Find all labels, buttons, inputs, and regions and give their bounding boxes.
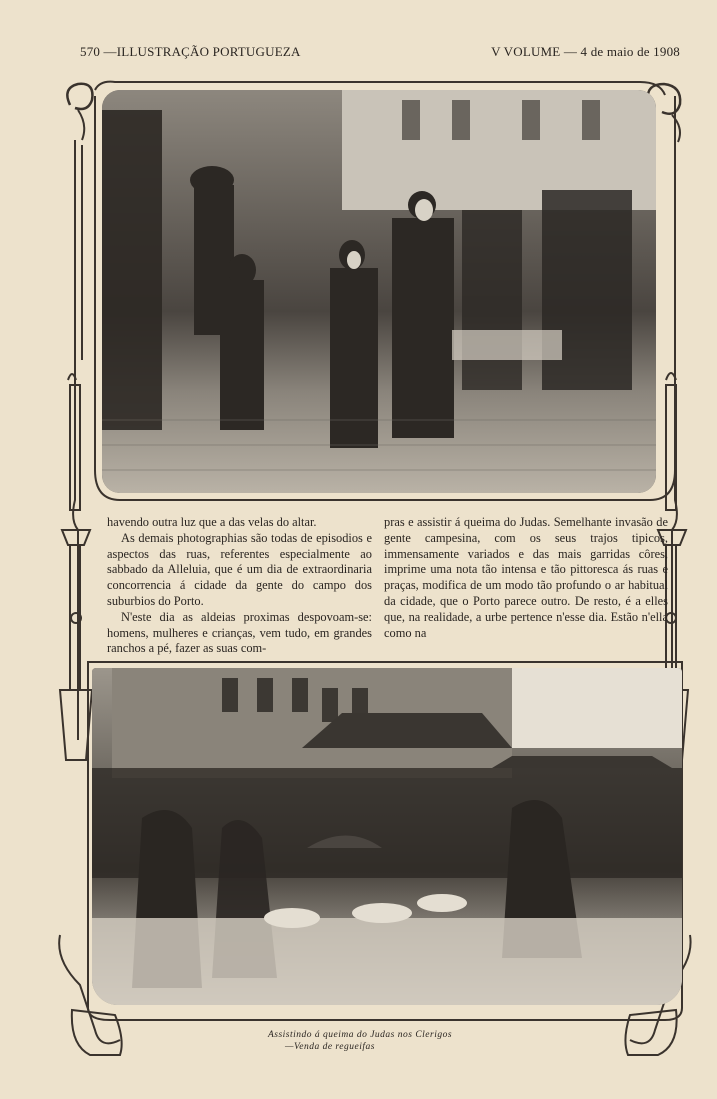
- photo-street-crowd: [102, 90, 656, 493]
- paragraph: As demais photographias são todas de episodios e aspectos das ruas, referentes especialmente ao sabbado da Alleluia, que é um dia de extraordinaria concorrencia á cidade da gente do campo dos suburbios do Porto.: [107, 530, 372, 608]
- header-left: 570 —ILLUSTRAÇÃO PORTUGUEZA: [80, 44, 301, 59]
- caption-line-2: —Venda de regueifas: [285, 1042, 375, 1052]
- header-right: V VOLUME — 4 de maio de 1908: [491, 44, 680, 59]
- photo-market-scene-image: [92, 668, 682, 1005]
- text-column-left: [107, 515, 372, 656]
- caption-line-1: Assistindo á queima do Judas nos Clerigos: [267, 1030, 453, 1040]
- paragraph: pras e assistir á queima do Judas. Semelhante invasão de gente campesina, com os seus trajos tipicos, immensamente variados e das mais garridas côres, imprime uma nota tão intensa e tão pittoresca ás ruas e praças, modifica de um modo tão profundo o ar habitual da cidade, que o Porto parece outro. De resto, é a elles que, na realidade, a urbe pertence n'esse dia. Estão n'ella como na: [384, 515, 668, 640]
- photo-caption: [200, 1029, 520, 1053]
- paragraph: N'este dia as aldeias proximas despovoam-se: homens, mulheres e crianças, vem tudo, em grandes ranchos a pé, fazer as suas com-: [107, 609, 372, 656]
- photo-market-scene: [92, 668, 682, 1005]
- photo-street-crowd-image: [102, 90, 656, 493]
- text-column-right: [384, 515, 668, 643]
- paragraph: havendo outra luz que a das velas do altar.: [107, 515, 317, 529]
